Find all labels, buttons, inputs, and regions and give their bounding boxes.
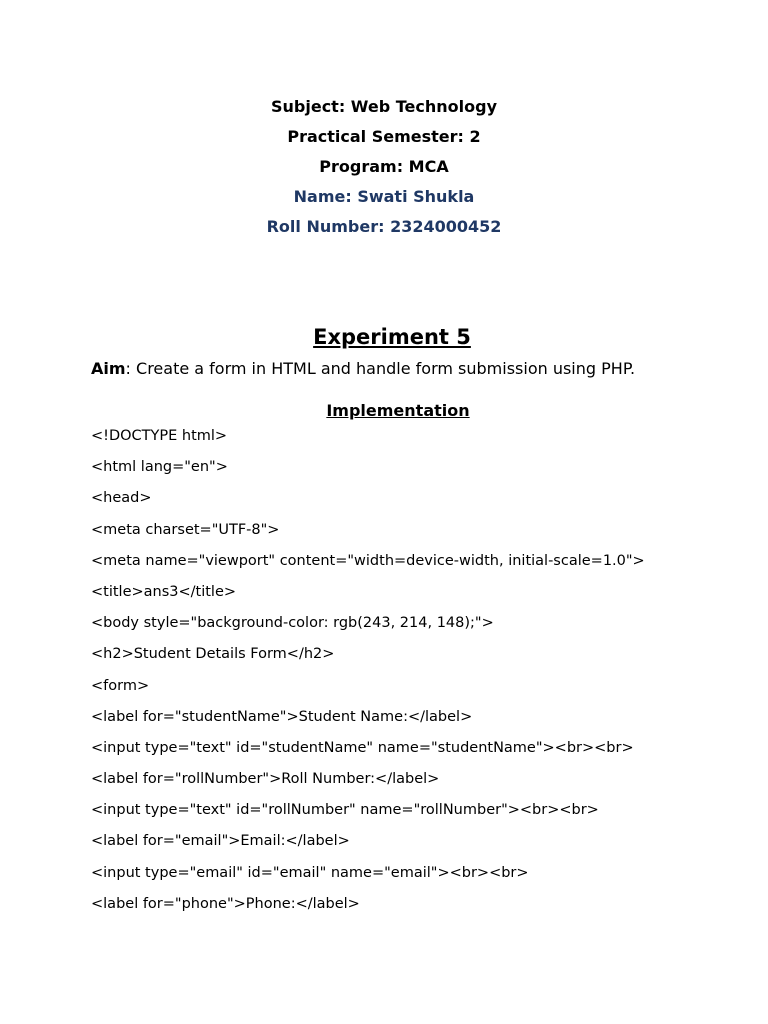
code-line: <h2>Student Details Form</h2> bbox=[91, 646, 335, 663]
code-line: <html lang="en"> bbox=[91, 459, 228, 476]
roll-number-line: Roll Number: 2324000452 bbox=[266, 217, 502, 236]
subject-line: Subject: Web Technology bbox=[270, 97, 497, 116]
code-line: <form> bbox=[91, 677, 150, 694]
implementation-title: Implementation bbox=[326, 401, 470, 420]
code-line: <label for="studentName">Student Name:</label> bbox=[91, 708, 473, 725]
code-line: <label for="phone">Phone:</label> bbox=[91, 895, 360, 912]
aim-paragraph bbox=[91, 357, 751, 381]
semester-line: Practical Semester: 2 bbox=[287, 127, 481, 146]
code-line: <title>ans3</title> bbox=[91, 583, 237, 600]
aim-label: Aim bbox=[91, 359, 126, 378]
code-line: <input type="text" id="studentName" name="studentName"><br><br> bbox=[91, 739, 634, 756]
code-line: <input type="email" id="email" name="email"><br><br> bbox=[91, 864, 529, 881]
code-line: <label for="email">Email:</label> bbox=[91, 833, 350, 850]
code-line: <body style="background-color: rgb(243, 214, 148);"> bbox=[91, 615, 494, 632]
document-header bbox=[0, 92, 768, 242]
code-line: <head> bbox=[91, 490, 152, 507]
code-line: <input type="text" id="rollNumber" name="rollNumber"><br><br> bbox=[91, 802, 599, 819]
experiment-title: Experiment 5 bbox=[313, 325, 471, 349]
code-listing bbox=[91, 424, 751, 923]
student-name-line: Name: Swati Shukla bbox=[293, 187, 475, 206]
program-line: Program: MCA bbox=[319, 157, 449, 176]
code-line: <label for="rollNumber">Roll Number:</label> bbox=[91, 771, 440, 788]
aim-text: : Create a form in HTML and handle form submission using PHP. bbox=[125, 359, 636, 378]
code-line: <!DOCTYPE html> bbox=[91, 428, 228, 444]
code-line: <meta charset="UTF-8"> bbox=[91, 521, 280, 538]
code-line: <meta name="viewport" content="width=device-width, initial-scale=1.0"> bbox=[91, 552, 645, 569]
